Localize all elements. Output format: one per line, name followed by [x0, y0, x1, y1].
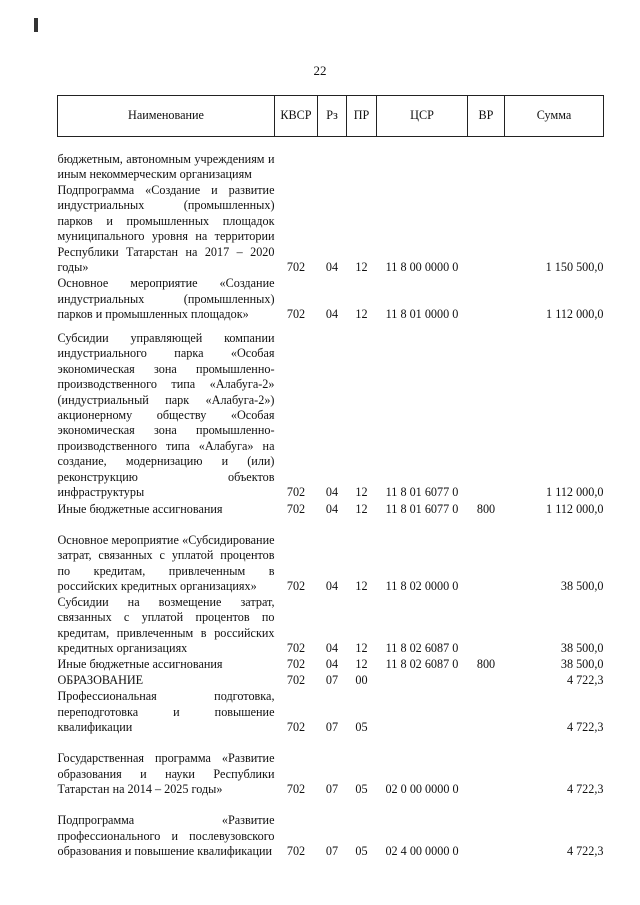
- table-row: [58, 673, 604, 689]
- row-vr: 800: [476, 502, 496, 517]
- table-row: [58, 323, 604, 501]
- row-name: Основное мероприятие «Создание индустриальных (промышленных) парков и промышленных площадок»: [57, 276, 275, 322]
- row-sum: 1 112 000,0: [546, 307, 604, 322]
- row-vr: [468, 137, 505, 183]
- row-pr: 12: [355, 260, 368, 275]
- row-csr: 02 4 00 0000 0: [385, 844, 459, 859]
- budget-table: [57, 95, 604, 860]
- row-vr: 800: [476, 657, 496, 672]
- header-rz: Рз: [318, 96, 347, 137]
- row-pr: 05: [355, 720, 368, 735]
- row-kvsr: 702: [286, 307, 306, 322]
- row-name: Подпрограмма «Создание и развитие индустриальных (промышленных) парков и промышленных площадок муниципального уровня на территории Республики Татарстан на 2017 – 2020 годы»: [57, 183, 275, 275]
- row-kvsr: 702: [286, 673, 306, 688]
- row-kvsr: 702: [286, 502, 306, 517]
- row-kvsr: 702: [286, 657, 306, 672]
- row-pr: [347, 137, 377, 183]
- row-kvsr: 702: [286, 485, 306, 500]
- row-rz: 07: [325, 782, 339, 797]
- row-pr: 00: [355, 673, 368, 688]
- row-name: Подпрограмма «Развитие профессионального и послевузовского образования и повышение квалификации: [57, 813, 275, 859]
- row-rz: 07: [325, 720, 339, 735]
- table-row: [58, 736, 604, 798]
- row-csr: 11 8 02 0000 0: [385, 579, 459, 594]
- row-sum: 4 722,3: [566, 720, 604, 735]
- row-pr: 05: [355, 782, 368, 797]
- row-name: ОБРАЗОВАНИЕ: [57, 673, 144, 688]
- table-row: [58, 518, 604, 595]
- row-rz: 07: [325, 844, 339, 859]
- row-vr: [468, 689, 505, 736]
- row-kvsr: 702: [286, 579, 306, 594]
- row-kvsr: 702: [286, 782, 306, 797]
- row-pr: 12: [355, 579, 368, 594]
- table-row: [58, 276, 604, 323]
- row-csr: 11 8 01 6077 0: [385, 485, 459, 500]
- row-rz: 07: [325, 673, 339, 688]
- row-vr: [468, 798, 505, 860]
- row-kvsr: 702: [286, 260, 306, 275]
- row-sum: 4 722,3: [566, 844, 604, 859]
- row-name: бюджетным, автономным учреждениям и иным некоммерческим организациям: [57, 151, 275, 182]
- row-sum: [505, 137, 604, 183]
- header-name: Наименование: [58, 96, 275, 137]
- row-csr: [377, 689, 468, 736]
- row-sum: 1 150 500,0: [545, 260, 604, 275]
- row-csr: [377, 137, 468, 183]
- row-vr: [468, 276, 505, 323]
- row-vr: [468, 518, 505, 595]
- table-row: [58, 137, 604, 183]
- row-csr: 11 8 02 6087 0: [385, 641, 459, 656]
- row-vr: [468, 673, 505, 689]
- row-name: Иные бюджетные ассигнования: [57, 657, 223, 672]
- header-kvsr: КВСР: [275, 96, 318, 137]
- table-row: [58, 657, 604, 673]
- row-pr: 12: [355, 485, 368, 500]
- row-name: Субсидии на возмещение затрат, связанных с уплатой процентов по кредитам, привлеченным в российских кредитных организациях: [57, 594, 275, 656]
- row-vr: [468, 323, 505, 501]
- row-sum: 1 112 000,0: [546, 485, 604, 500]
- row-vr: [468, 736, 505, 798]
- row-csr: 11 8 01 6077 0: [385, 502, 459, 517]
- header-pr: ПР: [347, 96, 377, 137]
- row-kvsr: 702: [286, 844, 306, 859]
- table-row: [58, 689, 604, 736]
- row-sum: 38 500,0: [560, 579, 604, 594]
- row-rz: 04: [325, 260, 339, 275]
- row-pr: 12: [355, 657, 368, 672]
- table-header-row: [58, 96, 604, 137]
- row-kvsr: [275, 137, 318, 183]
- row-csr: 11 8 02 6087 0: [385, 657, 459, 672]
- table-row: [58, 595, 604, 657]
- row-pr: 12: [355, 641, 368, 656]
- row-pr: 05: [355, 844, 368, 859]
- header-sum: Сумма: [505, 96, 604, 137]
- row-sum: 4 722,3: [566, 782, 604, 797]
- table-row: [58, 798, 604, 860]
- row-rz: 04: [325, 307, 339, 322]
- table-row: [58, 183, 604, 276]
- row-sum: 1 112 000,0: [546, 502, 604, 517]
- row-pr: 12: [355, 502, 368, 517]
- row-name: Субсидии управляющей компании индустриального парка «Особая экономическая зона промышленно-производственного типа «Алабуга-2» (индустриальный парк «Алабуга-2») акционерному обществу «Особая экономическая зона промышленно-производственного типа «Алабуга» на создание, модернизацию и (или) реконструкцию объектов инфраструктуры: [57, 331, 275, 500]
- row-csr: [377, 673, 468, 689]
- row-vr: [468, 183, 505, 276]
- row-sum: 4 722,3: [566, 673, 604, 688]
- header-vr: ВР: [468, 96, 505, 137]
- row-kvsr: 702: [286, 720, 306, 735]
- header-csr: ЦСР: [377, 96, 468, 137]
- row-rz: 04: [325, 641, 339, 656]
- row-kvsr: 702: [286, 641, 306, 656]
- row-name: Государственная программа «Развитие образования и науки Республики Татарстан на 2014 – 2025 годы»: [57, 751, 275, 797]
- row-name: Иные бюджетные ассигнования: [57, 502, 223, 517]
- row-name: Основное мероприятие «Субсидирование затрат, связанных с уплатой процентов по кредитам, привлеченным в российских кредитных организациях»: [57, 532, 275, 594]
- row-rz: 04: [325, 657, 339, 672]
- row-name: Профессиональная подготовка, переподготовка и повышение квалификации: [57, 689, 275, 735]
- row-sum: 38 500,0: [560, 657, 604, 672]
- row-rz: 04: [325, 579, 339, 594]
- row-csr: 11 8 01 0000 0: [385, 307, 459, 322]
- table-row: [58, 501, 604, 518]
- row-rz: 04: [325, 485, 339, 500]
- row-pr: 12: [355, 307, 368, 322]
- page-number: 22: [313, 63, 327, 78]
- row-sum: 38 500,0: [560, 641, 604, 656]
- row-rz: 04: [325, 502, 339, 517]
- row-rz: [318, 137, 347, 183]
- row-vr: [468, 595, 505, 657]
- scan-mark: [34, 18, 38, 32]
- row-csr: 11 8 00 0000 0: [385, 260, 459, 275]
- row-csr: 02 0 00 0000 0: [385, 782, 459, 797]
